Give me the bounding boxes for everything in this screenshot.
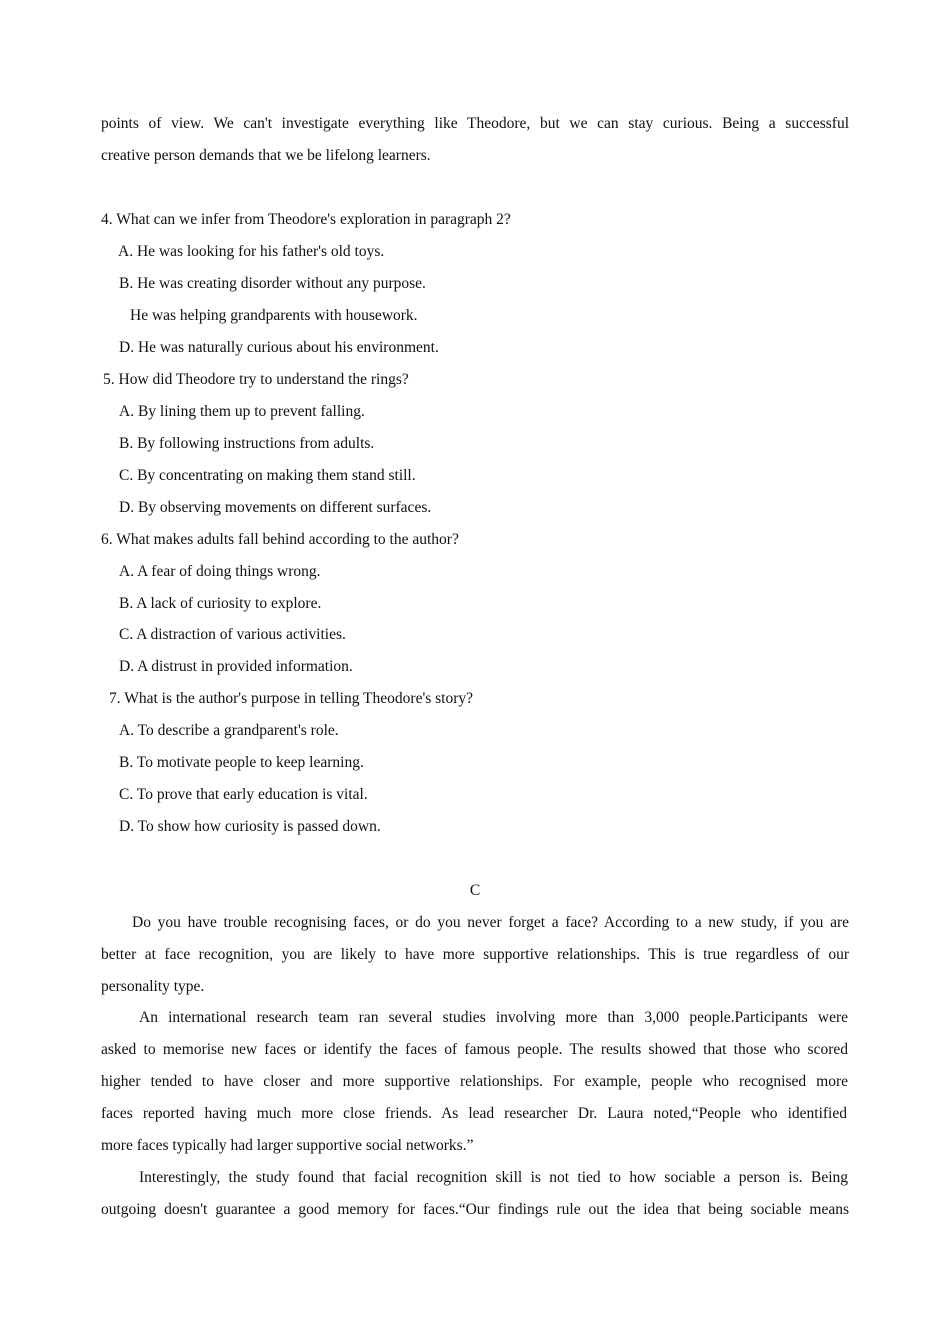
question-6-option-a: A. A fear of doing things wrong. <box>119 563 321 580</box>
question-7-stem: 7. What is the author's purpose in telling Theodore's story? <box>109 690 474 707</box>
continuation-line-1: points of view. We can't investigate everything like Theodore, but we can stay curious. Being a successful <box>101 115 849 132</box>
passage-c-p3-line-1: Interestingly, the study found that facial recognition skill is not tied to how sociable a person is. Being <box>139 1169 848 1186</box>
question-4-option-b: B. He was creating disorder without any purpose. <box>119 275 426 292</box>
question-7-option-b: B. To motivate people to keep learning. <box>119 754 364 771</box>
passage-c-p1-line-3: personality type. <box>101 978 205 995</box>
question-7-option-c: C. To prove that early education is vital. <box>119 786 368 803</box>
passage-c-p2-line-2: asked to memorise new faces or identify the faces of famous people. The results showed that those who scored <box>101 1041 848 1058</box>
passage-c-p2-line-1: An international research team ran several studies involving more than 3,000 people.Participants were <box>139 1009 848 1026</box>
question-4-option-a: A. He was looking for his father's old toys. <box>118 243 385 260</box>
question-5-option-d: D. By observing movements on different surfaces. <box>119 499 432 516</box>
question-5-option-b: B. By following instructions from adults. <box>119 435 375 452</box>
passage-c-p2-line-5: more faces typically had larger supportive social networks.” <box>101 1137 474 1154</box>
question-4-stem: 4. What can we infer from Theodore's exploration in paragraph 2? <box>101 211 511 228</box>
question-6-stem: 6. What makes adults fall behind according to the author? <box>101 531 459 548</box>
question-7-option-d: D. To show how curiosity is passed down. <box>119 818 381 835</box>
passage-c-p2-line-4: faces reported having much more close friends. As lead researcher Dr. Laura noted,“People who identified <box>101 1105 847 1122</box>
continuation-line-2: creative person demands that we be lifelong learners. <box>101 147 431 164</box>
question-6-option-c: C. A distraction of various activities. <box>119 626 346 643</box>
question-5-option-c: C. By concentrating on making them stand still. <box>119 467 416 484</box>
passage-c-p1-line-2: better at face recognition, you are likely to have more supportive relationships. This is true regardless of our <box>101 946 849 963</box>
passage-c-p2-line-3: higher tended to have closer and more supportive relationships. For example, people who recognised more <box>101 1073 848 1090</box>
passage-c-heading: C <box>469 882 481 899</box>
question-6-option-b: B. A lack of curiosity to explore. <box>119 595 322 612</box>
passage-c-p1-line-1: Do you have trouble recognising faces, or do you never forget a face? According to a new study, if you are <box>132 914 849 931</box>
question-4-option-c: He was helping grandparents with housework. <box>130 307 418 324</box>
question-6-option-d: D. A distrust in provided information. <box>119 658 353 675</box>
question-5-stem: 5. How did Theodore try to understand the rings? <box>103 371 409 388</box>
question-4-option-d: D. He was naturally curious about his environment. <box>119 339 439 356</box>
question-5-option-a: A. By lining them up to prevent falling. <box>119 403 365 420</box>
passage-c-p3-line-2: outgoing doesn't guarantee a good memory for faces.“Our findings rule out the idea that being sociable means <box>101 1201 849 1218</box>
question-7-option-a: A. To describe a grandparent's role. <box>119 722 339 739</box>
